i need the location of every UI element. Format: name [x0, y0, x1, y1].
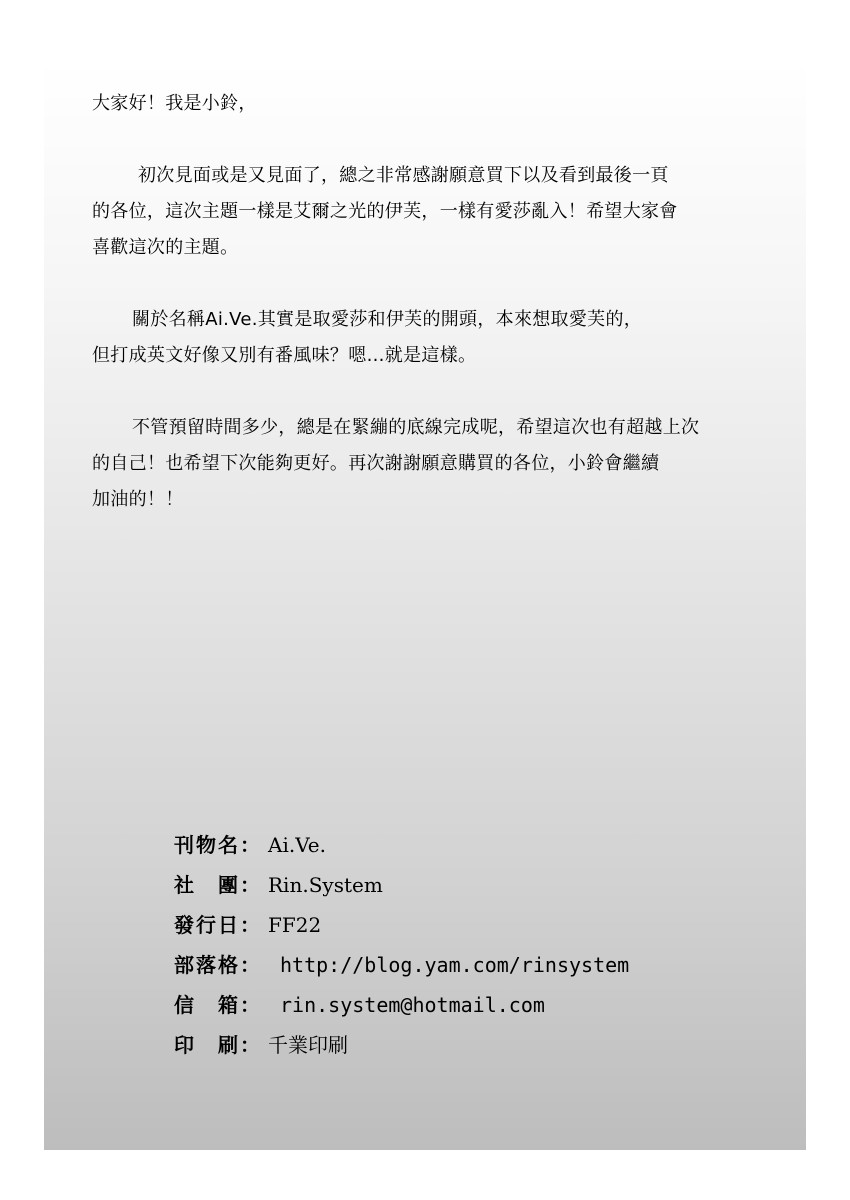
- printer-name: 千業印刷: [268, 1033, 348, 1057]
- text-line: 關於名稱Ai.Ve.其實是取愛莎和伊芙的開頭，本來想取愛芙的，: [132, 309, 643, 330]
- publication-title: Ai.Ve.: [268, 833, 326, 857]
- colophon-label: 社 團：: [174, 873, 262, 897]
- colophon: [174, 825, 629, 1065]
- afterword-text: [92, 86, 772, 518]
- colophon-row-title: [174, 825, 629, 865]
- colophon-row-printer: [174, 1025, 629, 1065]
- colophon-label: 印 刷：: [174, 1033, 262, 1057]
- email-link[interactable]: rin.system@hotmail.com: [280, 993, 545, 1017]
- text-line: 的各位，這次主題一樣是艾爾之光的伊芙，一樣有愛莎亂入！希望大家會: [92, 201, 678, 222]
- text-line: 的自己！也希望下次能夠更好。再次謝謝願意購買的各位，小鈴會繼續: [92, 453, 660, 474]
- text-line: 大家好！我是小鈴，: [92, 93, 257, 114]
- colophon-label: 刊物名：: [174, 833, 262, 857]
- circle-name: Rin.System: [268, 873, 383, 897]
- colophon-row-circle: [174, 865, 629, 905]
- closing-paragraph: [92, 410, 772, 518]
- text-line: 初次見面或是又見面了，總之非常感謝願意買下以及看到最後一頁: [138, 165, 669, 186]
- release-event: FF22: [268, 913, 322, 937]
- colophon-label: 發行日：: [174, 913, 262, 937]
- blog-link[interactable]: http://blog.yam.com/rinsystem: [280, 953, 630, 977]
- text-line: 但打成英文好像又別有番風味？嗯…就是這樣。: [92, 345, 477, 366]
- thanks-paragraph: [92, 158, 772, 266]
- colophon-row-event: [174, 905, 629, 945]
- colophon-row-blog: [174, 945, 629, 985]
- colophon-label: 部落格：: [174, 953, 262, 977]
- text-line: 喜歡這次的主題。: [92, 237, 239, 258]
- greeting-paragraph: [92, 86, 772, 122]
- title-explanation-paragraph: [92, 302, 772, 374]
- colophon-row-mail: [174, 985, 629, 1025]
- text-line: 加油的！！: [92, 489, 184, 510]
- text-line: 不管預留時間多少，總是在緊繃的底線完成呢，希望這次也有超越上次: [132, 417, 700, 438]
- colophon-label: 信 箱：: [174, 993, 262, 1017]
